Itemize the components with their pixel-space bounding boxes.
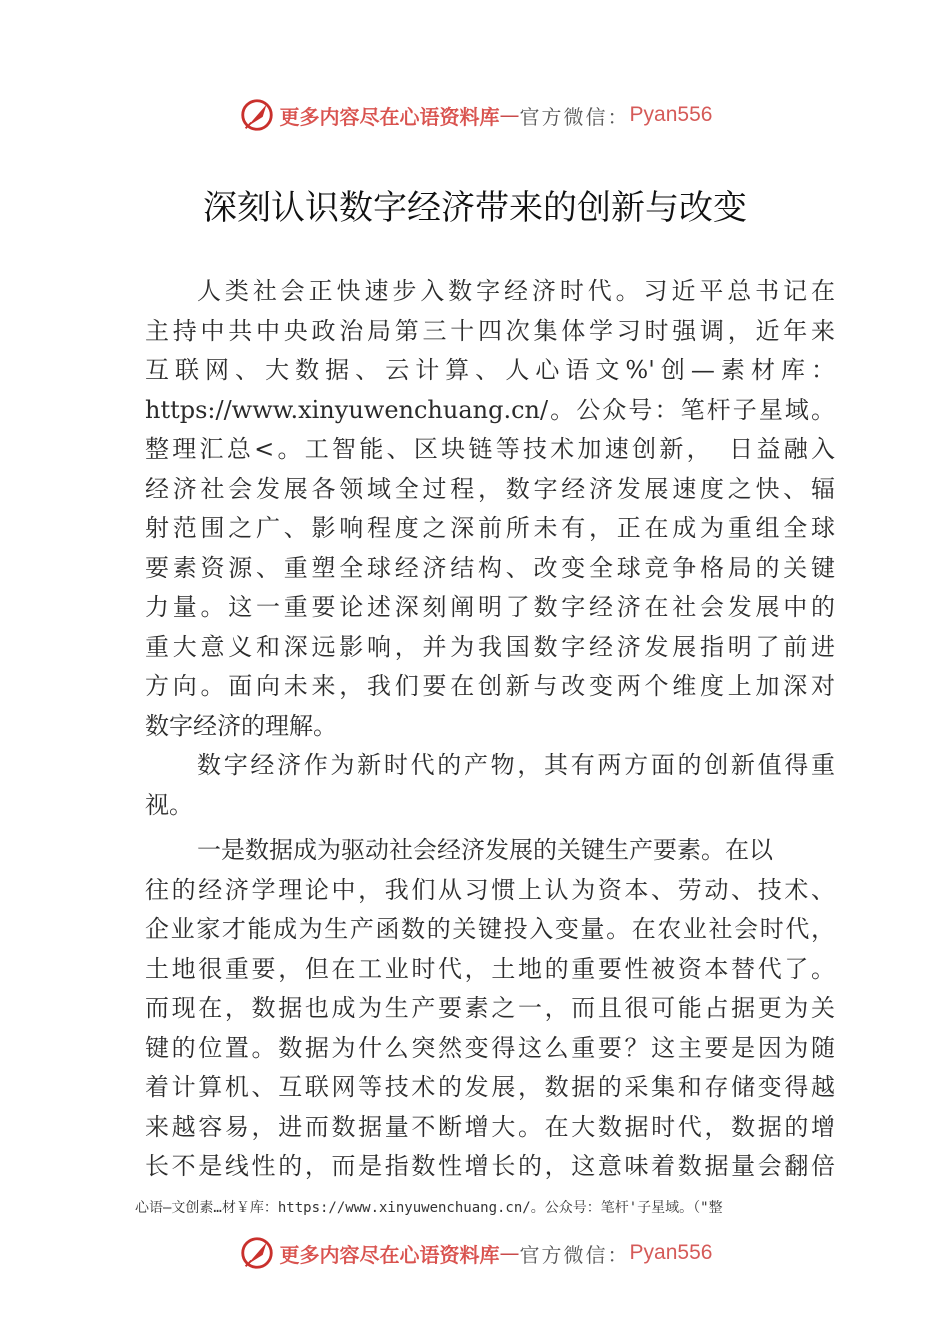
text-line: 而现在，数据也成为生产要素之一，而且很可能占据更为关 [145, 994, 835, 1022]
text-line: 数字经济的理解。 [145, 711, 337, 740]
banner-dash: — [499, 1241, 520, 1265]
banner-dash: — [499, 103, 520, 127]
banner-wechat-id: Pyan556 [629, 1241, 713, 1264]
text-line: 人类社会正快速步入数字经济时代。习近平总书记在 [197, 277, 835, 305]
banner-main-text: 更多内容尽在心语资料库 [279, 104, 500, 129]
paragraph-3 [145, 831, 835, 1187]
banner-wechat-id: Pyan556 [629, 103, 713, 126]
text-line: 着计算机、互联网等技术的发展，数据的采集和存储变得越 [145, 1073, 835, 1101]
text-line: 力量。这一重要论述深刻阐明了数字经济在社会发展中的 [145, 593, 835, 621]
banner-wechat-label: 官方微信： [519, 1242, 630, 1267]
text-line: 键的位置。数据为什么突然变得这么重要？这主要是因为随 [145, 1033, 835, 1062]
footer-watermark-note: 心语—文创素…材￥库：https://www.xinyuwenchuang.cn/。公众号：笔杆'子星域。（"整 [135, 1200, 723, 1216]
text-line: 长不是线性的，而是指数性增长的，这意味着数据量会翻倍 [145, 1152, 835, 1180]
document-title: 深刻认识数字经济带来的创新与改变 [203, 188, 747, 228]
text-line: 射范围之广、影响程度之深前所未有，正在成为重组全球 [145, 514, 835, 542]
text-line: https://www.xinyuwenchuang.cn/。公众号：笔杆子星域。 [145, 395, 835, 424]
text-line: 经济社会发展各领域全过程，数字经济发展速度之快、辐 [145, 474, 835, 503]
paragraph-2 [145, 746, 835, 825]
quill-pen-icon [238, 1234, 276, 1272]
text-line: 数字经济作为新时代的产物，其有两方面的创新值得重 [197, 751, 835, 779]
text-line: 方向。面向未来，我们要在创新与改变两个维度上加深对 [145, 672, 835, 700]
watermark-banner-bottom [0, 1233, 950, 1273]
document-body [145, 272, 835, 1187]
quill-pen-icon [238, 96, 276, 134]
text-line: 来越容易，进而数据量不断增大。在大数据时代，数据的增 [145, 1112, 835, 1141]
banner-wechat-label: 官方微信： [519, 104, 630, 129]
text-line: 土地很重要，但在工业时代，土地的重要性被资本替代了。 [145, 954, 835, 983]
text-line: 重大意义和深远影响，并为我国数字经济发展指明了前进 [145, 632, 835, 661]
text-line: 主持中共中央政治局第三十四次集体学习时强调，近年来 [145, 316, 835, 345]
text-line: 整理汇总<。工智能、区块链等技术加速创新， 日益融入 [145, 435, 835, 463]
text-line: 一是数据成为驱动社会经济发展的关键生产要素。在以 [197, 836, 773, 864]
text-line: 互联网、大数据、云计算、人心语文%'创—素材库： [145, 356, 835, 384]
text-line: 视。 [145, 790, 193, 819]
text-line: 企业家才能成为生产函数的关键投入变量。在农业社会时代， [145, 915, 835, 943]
text-line: 要素资源、重塑全球经济结构、改变全球竞争格局的关键 [145, 553, 835, 582]
paragraph-1 [145, 272, 835, 746]
text-line: 往的经济学理论中，我们从习惯上认为资本、劳动、技术、 [145, 875, 835, 904]
watermark-banner-top [0, 95, 950, 135]
banner-main-text: 更多内容尽在心语资料库 [279, 1242, 500, 1267]
